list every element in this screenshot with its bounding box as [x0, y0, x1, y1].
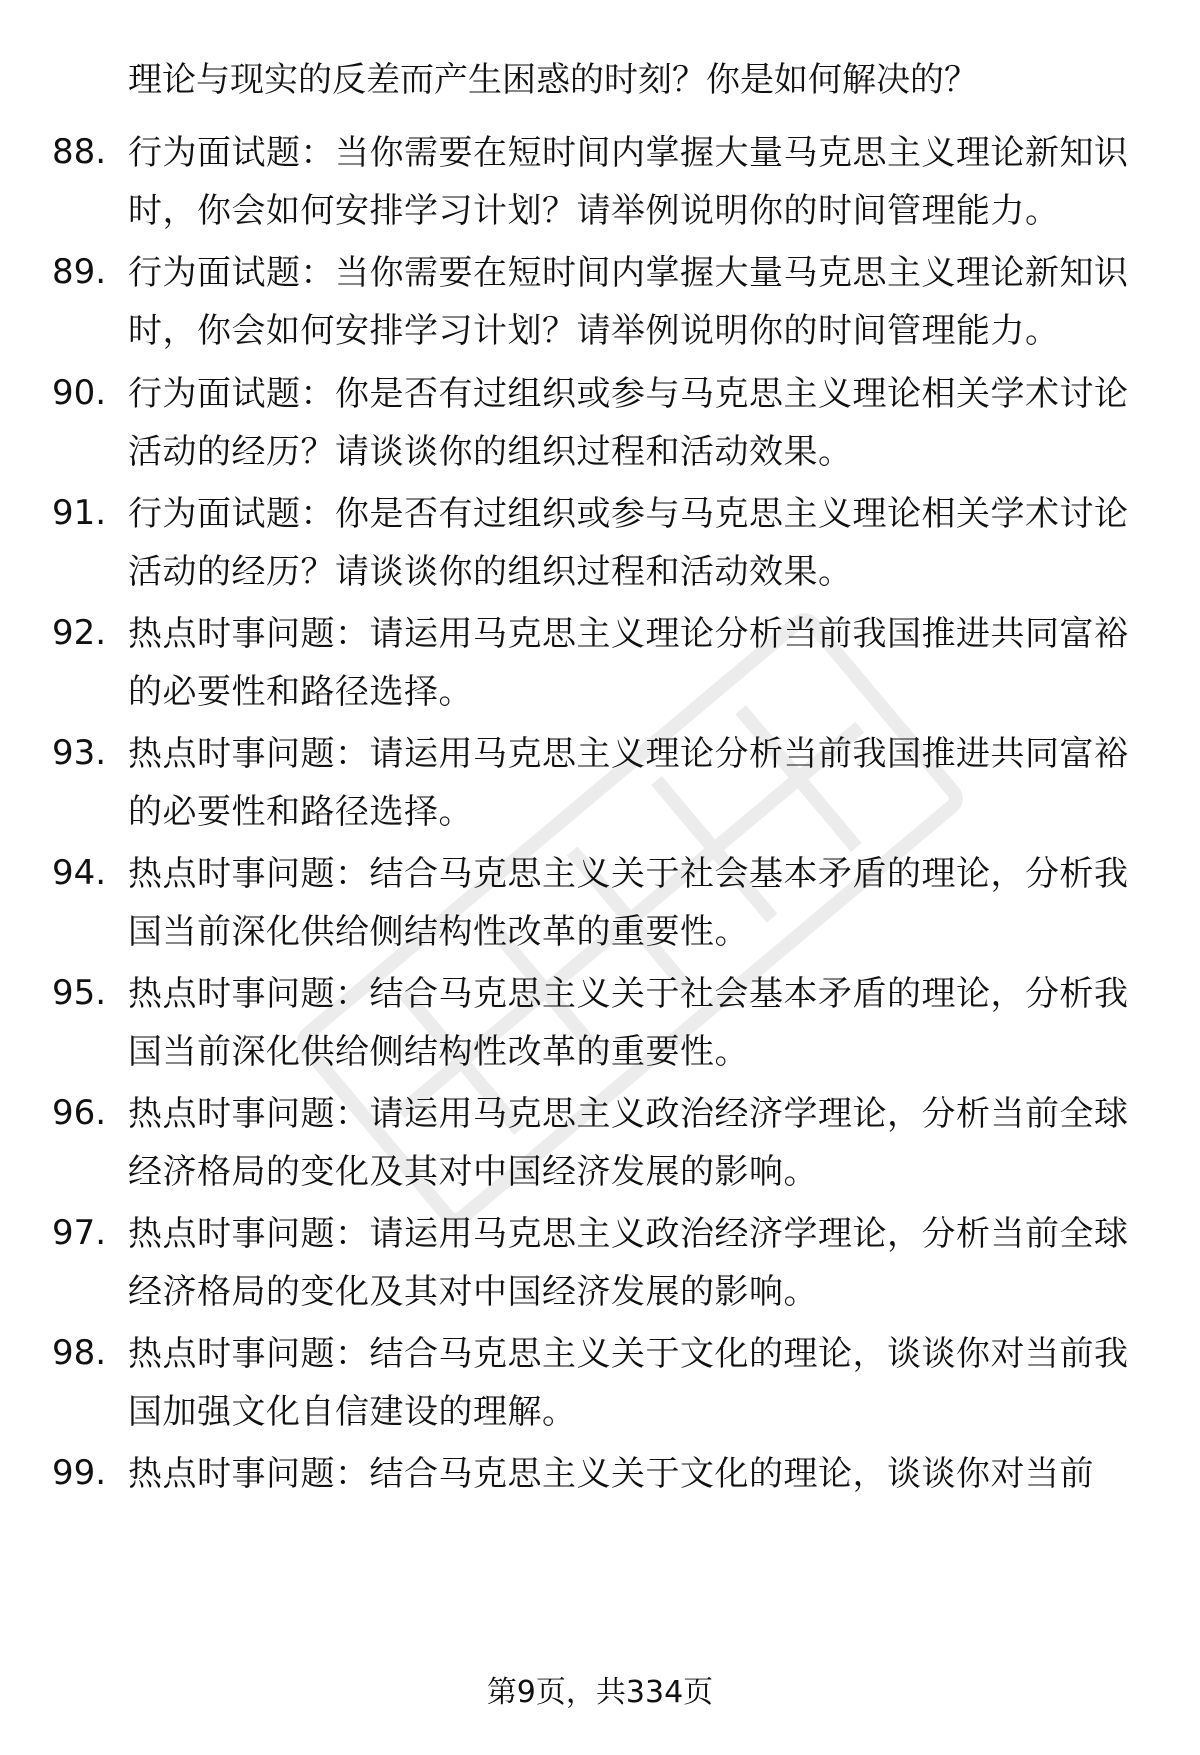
item-number: 98.: [52, 1333, 107, 1373]
item-text: 热点时事问题：结合马克思主义关于文化的理论，谈谈你对当前: [128, 1454, 1094, 1494]
item-number: 95.: [52, 973, 107, 1013]
item-number: 93.: [52, 733, 107, 773]
item-text: 热点时事问题：结合马克思主义关于社会基本矛盾的理论，分析我国当前深化供给侧结构性改革的重要性。: [128, 854, 1129, 952]
item-number: 97.: [52, 1213, 107, 1253]
item-text: 行为面试题：你是否有过组织或参与马克思主义理论相关学术讨论活动的经历？请谈谈你的组织过程和活动效果。: [128, 494, 1129, 592]
item-number: 89.: [52, 252, 107, 292]
item-number: 91.: [52, 493, 107, 533]
item-text: 热点时事问题：请运用马克思主义政治经济学理论，分析当前全球经济格局的变化及其对中国经济发展的影响。: [128, 1094, 1129, 1192]
item-number: 96.: [52, 1093, 107, 1133]
item-text: 行为面试题：当你需要在短时间内掌握大量马克思主义理论新知识时，你会如何安排学习计划？请举例说明你的时间管理能力。: [128, 133, 1129, 231]
item-number: 88.: [52, 132, 107, 172]
continued-text: 理论与现实的反差而产生困惑的时刻？你是如何解决的？: [128, 60, 978, 100]
item-text: 热点时事问题：请运用马克思主义政治经济学理论，分析当前全球经济格局的变化及其对中国经济发展的影响。: [128, 1214, 1129, 1312]
item-text: 热点时事问题：请运用马克思主义理论分析当前我国推进共同富裕的必要性和路径选择。: [128, 614, 1129, 712]
item-text: 行为面试题：你是否有过组织或参与马克思主义理论相关学术讨论活动的经历？请谈谈你的组织过程和活动效果。: [128, 374, 1129, 472]
page-footer: 第9页，共334页: [486, 1675, 714, 1710]
item-number: 92.: [52, 613, 107, 653]
item-number: 90.: [52, 373, 107, 413]
item-text: 行为面试题：当你需要在短时间内掌握大量马克思主义理论新知识时，你会如何安排学习计划？请举例说明你的时间管理能力。: [128, 253, 1129, 351]
item-number: 99.: [52, 1453, 107, 1493]
item-text: 热点时事问题：结合马克思主义关于社会基本矛盾的理论，分析我国当前深化供给侧结构性改革的重要性。: [128, 974, 1129, 1072]
item-text: 热点时事问题：请运用马克思主义理论分析当前我国推进共同富裕的必要性和路径选择。: [128, 734, 1129, 832]
item-text: 热点时事问题：结合马克思主义关于文化的理论，谈谈你对当前我国加强文化自信建设的理解。: [128, 1334, 1129, 1432]
item-number: 94.: [52, 853, 107, 893]
